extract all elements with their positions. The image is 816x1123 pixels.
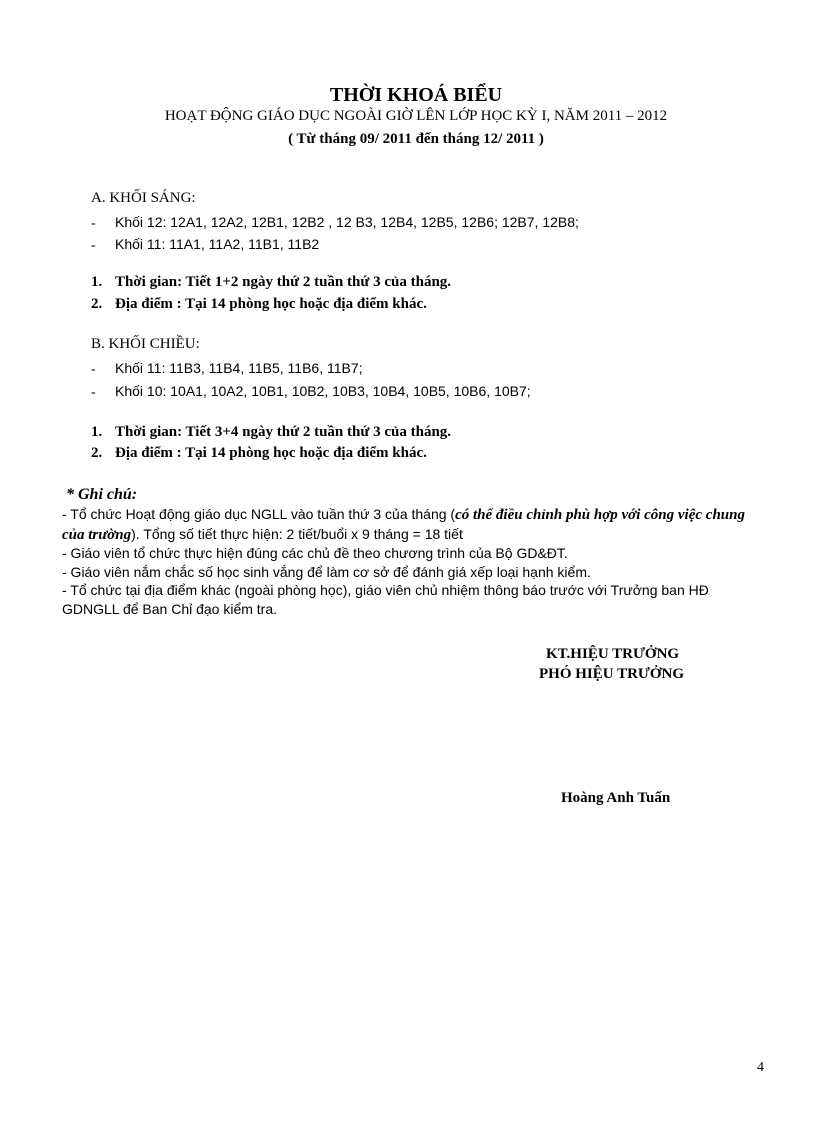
group-text: Khối 10: 10A1, 10A2, 10B1, 10B2, 10B3, 10B4, 10B5, 10B6, 10B7; [115, 383, 531, 399]
section-a-group-1 [91, 214, 579, 232]
item-text: Thời gian: Tiết 1+2 ngày thứ 2 tuần thứ 3 của tháng. [115, 274, 452, 290]
item-number: 2. [91, 296, 103, 312]
item-text: Thời gian: Tiết 3+4 ngày thứ 2 tuần thứ 3 của tháng. [115, 424, 452, 440]
item-number: 1. [91, 424, 103, 440]
section-b-heading: B. KHỐI CHIỀU: [91, 336, 200, 352]
notes-block [62, 505, 762, 618]
group-text: Khối 12: 12A1, 12A2, 12B1, 12B2 , 12 B3, 12B4, 12B5, 12B6; 12B7, 12B8; [115, 214, 579, 230]
bullet-dash: - [91, 385, 96, 400]
item-number: 1. [91, 274, 103, 290]
section-b-time [91, 424, 451, 441]
note-line-4: - Tổ chức tại địa điểm khác (ngoài phòng học), giáo viên chủ nhiệm thông báo trước với Trưởng ban HĐ GDNGLL để Ban Chỉ đạo kiểm tra. [62, 582, 709, 617]
section-b-group-1 [91, 360, 363, 378]
section-b-group-2 [91, 383, 531, 401]
group-text: Khối 11: 11B3, 11B4, 11B5, 11B6, 11B7; [115, 360, 363, 376]
section-b-place [91, 445, 427, 462]
bullet-dash: - [91, 362, 96, 377]
note-line-3: - Giáo viên nắm chắc số học sinh vắng để làm cơ sở để đánh giá xếp loại hạnh kiểm. [62, 563, 591, 580]
signature-title-2: PHÓ HIỆU TRƯỞNG [539, 666, 685, 682]
item-text: Địa điểm : Tại 14 phòng học hoặc địa điểm khác. [115, 445, 427, 461]
document-period: ( Từ tháng 09/ 2011 đến tháng 12/ 2011 ) [288, 131, 544, 147]
section-a-time [91, 274, 451, 291]
item-number: 2. [91, 445, 103, 461]
group-text: Khối 11: 11A1, 11A2, 11B1, 11B2 [115, 236, 320, 252]
document-title: THỜI KHOÁ BIỂU [329, 84, 503, 106]
signature-title-1: KT.HIỆU TRƯỞNG [546, 646, 680, 662]
page-number: 4 [757, 1060, 764, 1075]
note-emphasis: có thể điều chỉnh phù hợp với công việc chung của trường [62, 507, 745, 543]
note-text: ). Tổng số tiết thực hiện: 2 tiết/buổi x 9 tháng = 18 tiết [131, 525, 463, 542]
note-line-1 [62, 505, 762, 544]
document-subtitle: HOẠT ĐỘNG GIÁO DỤC NGOÀI GIỜ LÊN LỚP HỌC KỲ I, NĂM 2011 – 2012 [164, 108, 668, 124]
section-a-place [91, 296, 427, 313]
bullet-dash: - [91, 216, 96, 231]
signature-name: Hoàng Anh Tuấn [561, 790, 671, 806]
note-line-2: - Giáo viên tổ chức thực hiện đúng các chủ đề theo chương trình của Bộ GD&ĐT. [62, 545, 568, 561]
notes-heading: * Ghi chú: [66, 486, 138, 503]
section-a-group-2 [91, 236, 319, 254]
note-text: - Tổ chức Hoạt động giáo dục NGLL vào tuần thứ 3 của tháng ( [62, 506, 456, 522]
section-a-heading: A. KHỐI SÁNG: [91, 190, 196, 206]
bullet-dash: - [91, 238, 96, 253]
item-text: Địa điểm : Tại 14 phòng học hoặc địa điểm khác. [115, 296, 427, 312]
